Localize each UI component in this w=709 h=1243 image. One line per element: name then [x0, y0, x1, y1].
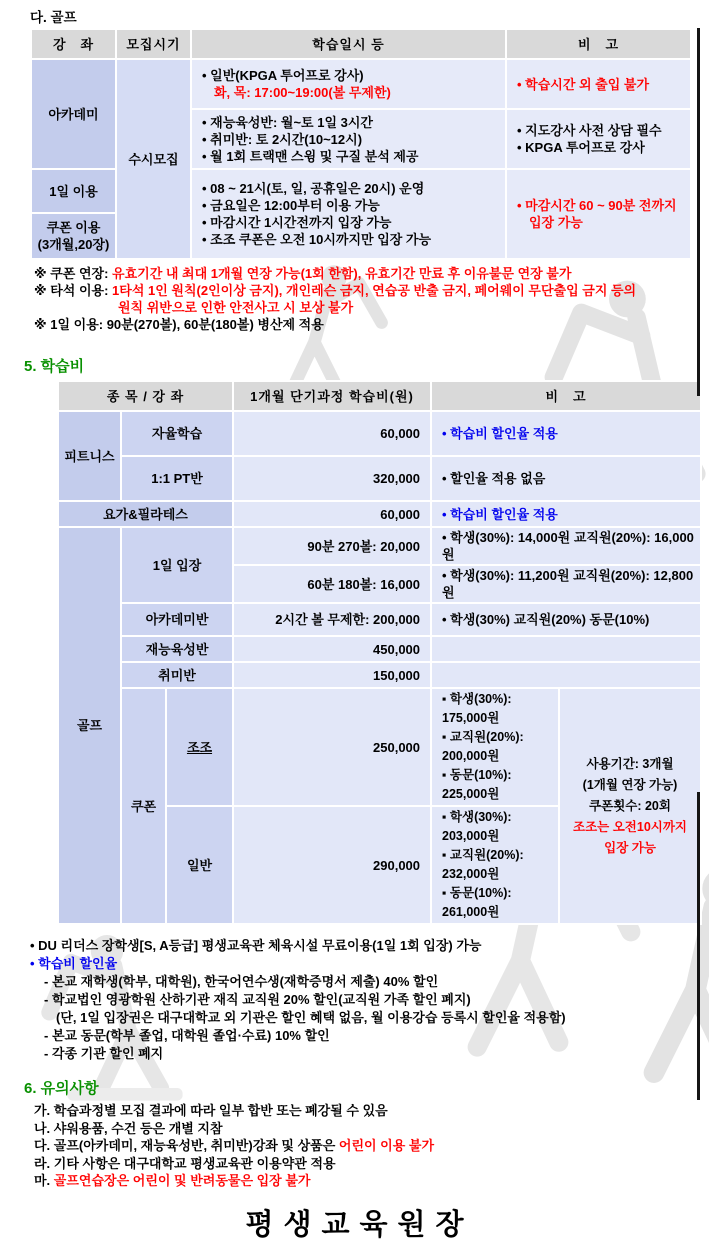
col-header-subject: 종 목 / 강 좌: [58, 381, 233, 411]
class-cell-talent: 재능육성반: [121, 636, 233, 662]
col-header-fee: 1개월 단기과정 학습비(원): [233, 381, 431, 411]
discount-line: ▪ 교직원(20%): 200,000원: [442, 730, 524, 763]
note-line-red: 입장 가능: [529, 215, 583, 230]
note-cell: • 할인율 적용 없음: [431, 456, 701, 501]
schedule-line: • 08 ~ 21시(토, 일, 공휴일은 20시) 운영: [202, 181, 425, 196]
schedule-line-red: 화, 목: 17:00~19:00(볼 무제한): [214, 85, 391, 100]
course-cell-academy: 아카데미: [31, 59, 116, 169]
note-cell: • 학습비 할인율 적용: [431, 501, 701, 527]
precaution-red-text: 골프연습장은 어린이 및 반려동물은 입장 불가: [53, 1173, 311, 1188]
footnote-label: ※ 타석 이용:: [34, 283, 113, 298]
note-cell: [506, 109, 691, 169]
precaution-item: [34, 1137, 709, 1155]
footnote-label: ※ 쿠폰 연장:: [34, 266, 113, 281]
class-cell-day-pass: 1일 입장: [121, 527, 233, 603]
col-header-period: 모집시기: [116, 29, 191, 59]
discount-line: ▪ 동문(10%): 261,000원: [442, 886, 512, 919]
class-cell-academy: 아카데미반: [121, 603, 233, 636]
class-cell-hobby: 취미반: [121, 662, 233, 688]
course-cell-daily: 1일 이용: [31, 169, 116, 213]
discount-line: ▪ 학생(30%): 203,000원: [442, 810, 512, 843]
footnote-tee-usage-cont: 원칙 위반으로 인한 안전사고 시 보상 불가: [118, 300, 354, 315]
precautions-list: [34, 1102, 709, 1190]
precaution-red-text: 어린이 이용 불가: [338, 1138, 435, 1153]
note-line-red: • 마감시간 60 ~ 90분 전까지: [517, 198, 677, 213]
discount-item-note: (단, 1일 입장권은 대구대학교 외 기관은 할인 혜택 없음, 월 이용강습 등록시 할인율 적용함): [56, 1010, 566, 1025]
fee-cell: 60분 180볼: 16,000: [233, 565, 431, 603]
page-edge-line: [697, 792, 700, 1100]
note-cell: [431, 688, 559, 806]
signature-director: 평생교육원장: [245, 1208, 474, 1241]
fee-cell: 320,000: [233, 456, 431, 501]
side-note-line-red: 입장 가능: [604, 840, 656, 855]
fee-cell: 2시간 볼 무제한: 200,000: [233, 603, 431, 636]
precaution-item: 나. 샤워용품, 수건 등은 개별 지참: [34, 1120, 223, 1136]
benefit-discount-title: • 학습비 할인율: [30, 956, 118, 971]
class-cell-general: 일반: [166, 806, 233, 924]
footnote-coupon-extension: [34, 265, 709, 282]
footnote-daily-use: ※ 1일 이용: 90분(270볼), 60분(180볼) 병산제 적용: [34, 317, 324, 332]
col-header-course: 강 좌: [31, 29, 116, 59]
precaution-item: [34, 1172, 709, 1190]
section-title-precautions: 6. 유의사항: [24, 1080, 99, 1097]
discount-item: - 본교 동문(학부 졸업, 대학원 졸업·수료) 10% 할인: [44, 1028, 330, 1043]
class-cell-early-bird: [166, 688, 233, 806]
note-line: • 지도강사 사전 상담 필수: [517, 123, 662, 138]
footnote-tee-usage: [34, 282, 709, 299]
precaution-item: 가. 학습과정별 모집 결과에 따라 일부 합반 또는 폐강될 수 있음: [34, 1103, 388, 1118]
note-cell: • 학생(30%): 14,000원 교직원(20%): 16,000원: [431, 527, 701, 565]
discount-item: - 각종 기관 할인 폐지: [44, 1046, 164, 1061]
benefit-free-use: • DU 리더스 장학생[S, A등급] 평생교육관 체육시설 무료이용(1일 1회 입장) 가능: [30, 938, 482, 953]
subject-cell-golf: 골프: [58, 527, 121, 924]
note-cell: • 학생(30%): 11,200원 교직원(20%): 12,800원: [431, 565, 701, 603]
side-note-line: (1개월 연장 가능): [582, 777, 678, 792]
footnote-red-text: 1타석 1인 원칙(2인이상 금지), 개인레슨 금지, 연습공 반출 금지, 페어웨이 무단출입 금지 등의: [112, 283, 637, 298]
discount-item: - 학교법인 영광학원 산하기관 재직 교직원 20% 할인(교직원 가족 할인 폐지): [44, 992, 471, 1007]
class-cell-coupon: 쿠폰: [121, 688, 166, 924]
col-header-schedule: 학습일시 등: [191, 29, 506, 59]
class-cell-pt: 1:1 PT반: [121, 456, 233, 501]
note-line: • KPGA 투어프로 강사: [517, 140, 645, 155]
schedule-cell: [191, 59, 506, 109]
schedule-line: • 월 1회 트랙맨 스윙 및 구질 분석 제공: [202, 148, 419, 164]
course-cell-coupon: [31, 213, 116, 259]
tuition-table: [57, 380, 702, 925]
schedule-line: • 취미반: 토 2시간(10~12시): [202, 131, 363, 147]
discount-line: ▪ 동문(10%): 225,000원: [442, 768, 512, 801]
discount-item: - 본교 재학생(학부, 대학원), 한국어연수생(재학증명서 제출) 40% 할인: [44, 974, 439, 989]
side-note-line: 사용기간: 3개월: [586, 756, 674, 771]
schedule-line: • 조조 쿠폰은 오전 10시까지만 입장 가능: [202, 232, 432, 247]
page-edge-line: [697, 28, 700, 396]
subject-cell-yoga: 요가&필라테스: [58, 501, 233, 527]
course-line: (3개월,20장): [37, 237, 110, 252]
note-cell: [431, 806, 559, 924]
class-cell-self-study: 자율학습: [121, 411, 233, 456]
side-note-line-red: 조조는 오전10시까지: [573, 819, 687, 834]
col-header-note: 비 고: [431, 381, 701, 411]
fee-cell: 150,000: [233, 662, 431, 688]
note-cell: [431, 662, 701, 688]
fee-cell: 90분 270볼: 20,000: [233, 527, 431, 565]
schedule-line: • 마감시간 1시간전까지 입장 가능: [202, 215, 392, 230]
col-header-note: 비 고: [506, 29, 691, 59]
precaution-text: 다. 골프(아카데미, 재능육성반, 취미반)강좌 및 상품은: [34, 1138, 339, 1153]
benefits-list: [30, 937, 709, 1063]
side-note-line: 쿠폰횟수: 20회: [589, 798, 671, 813]
fee-cell: 60,000: [233, 501, 431, 527]
fee-cell: 450,000: [233, 636, 431, 662]
period-cell: 수시모집: [116, 59, 191, 259]
schedule-line: • 재능육성반: 월~토 1일 3시간: [202, 114, 373, 130]
note-cell: [431, 636, 701, 662]
course-line: 쿠폰 이용: [46, 220, 101, 235]
subsection-title-golf: 다. 골프: [30, 10, 77, 25]
note-cell: • 학생(30%) 교직원(20%) 동문(10%): [431, 603, 701, 636]
golf-schedule-table: [30, 28, 692, 260]
fee-cell: 250,000: [233, 688, 431, 806]
precaution-item: 라. 기타 사항은 대구대학교 평생교육관 이용약관 적용: [34, 1155, 336, 1171]
schedule-cell: [191, 109, 506, 169]
note-cell: [506, 169, 691, 259]
schedule-line: • 일반(KPGA 투어프로 강사): [202, 68, 364, 83]
early-bird-label: 조조: [186, 739, 213, 755]
footnote-red-text: 유효기간 내 최대 1개월 연장 가능(1회 한함), 유효기간 만료 후 이유불문 연장 불가: [112, 266, 572, 281]
precaution-text: 마.: [34, 1173, 54, 1188]
subject-cell-fitness: 피트니스: [58, 411, 121, 501]
fee-cell: 290,000: [233, 806, 431, 924]
discount-line: ▪ 교직원(20%): 232,000원: [442, 848, 524, 881]
coupon-side-note-cell: [559, 688, 701, 924]
note-cell: • 학습시간 외 출입 불가: [506, 59, 691, 109]
schedule-cell: [191, 169, 506, 259]
schedule-line: • 금요일은 12:00부터 이용 가능: [202, 198, 380, 213]
section-title-tuition: 5. 학습비: [24, 358, 85, 375]
table1-footnotes: [34, 265, 709, 333]
discount-line: ▪ 학생(30%): 175,000원: [442, 692, 512, 725]
fee-cell: 60,000: [233, 411, 431, 456]
note-cell: • 학습비 할인율 적용: [431, 411, 701, 456]
